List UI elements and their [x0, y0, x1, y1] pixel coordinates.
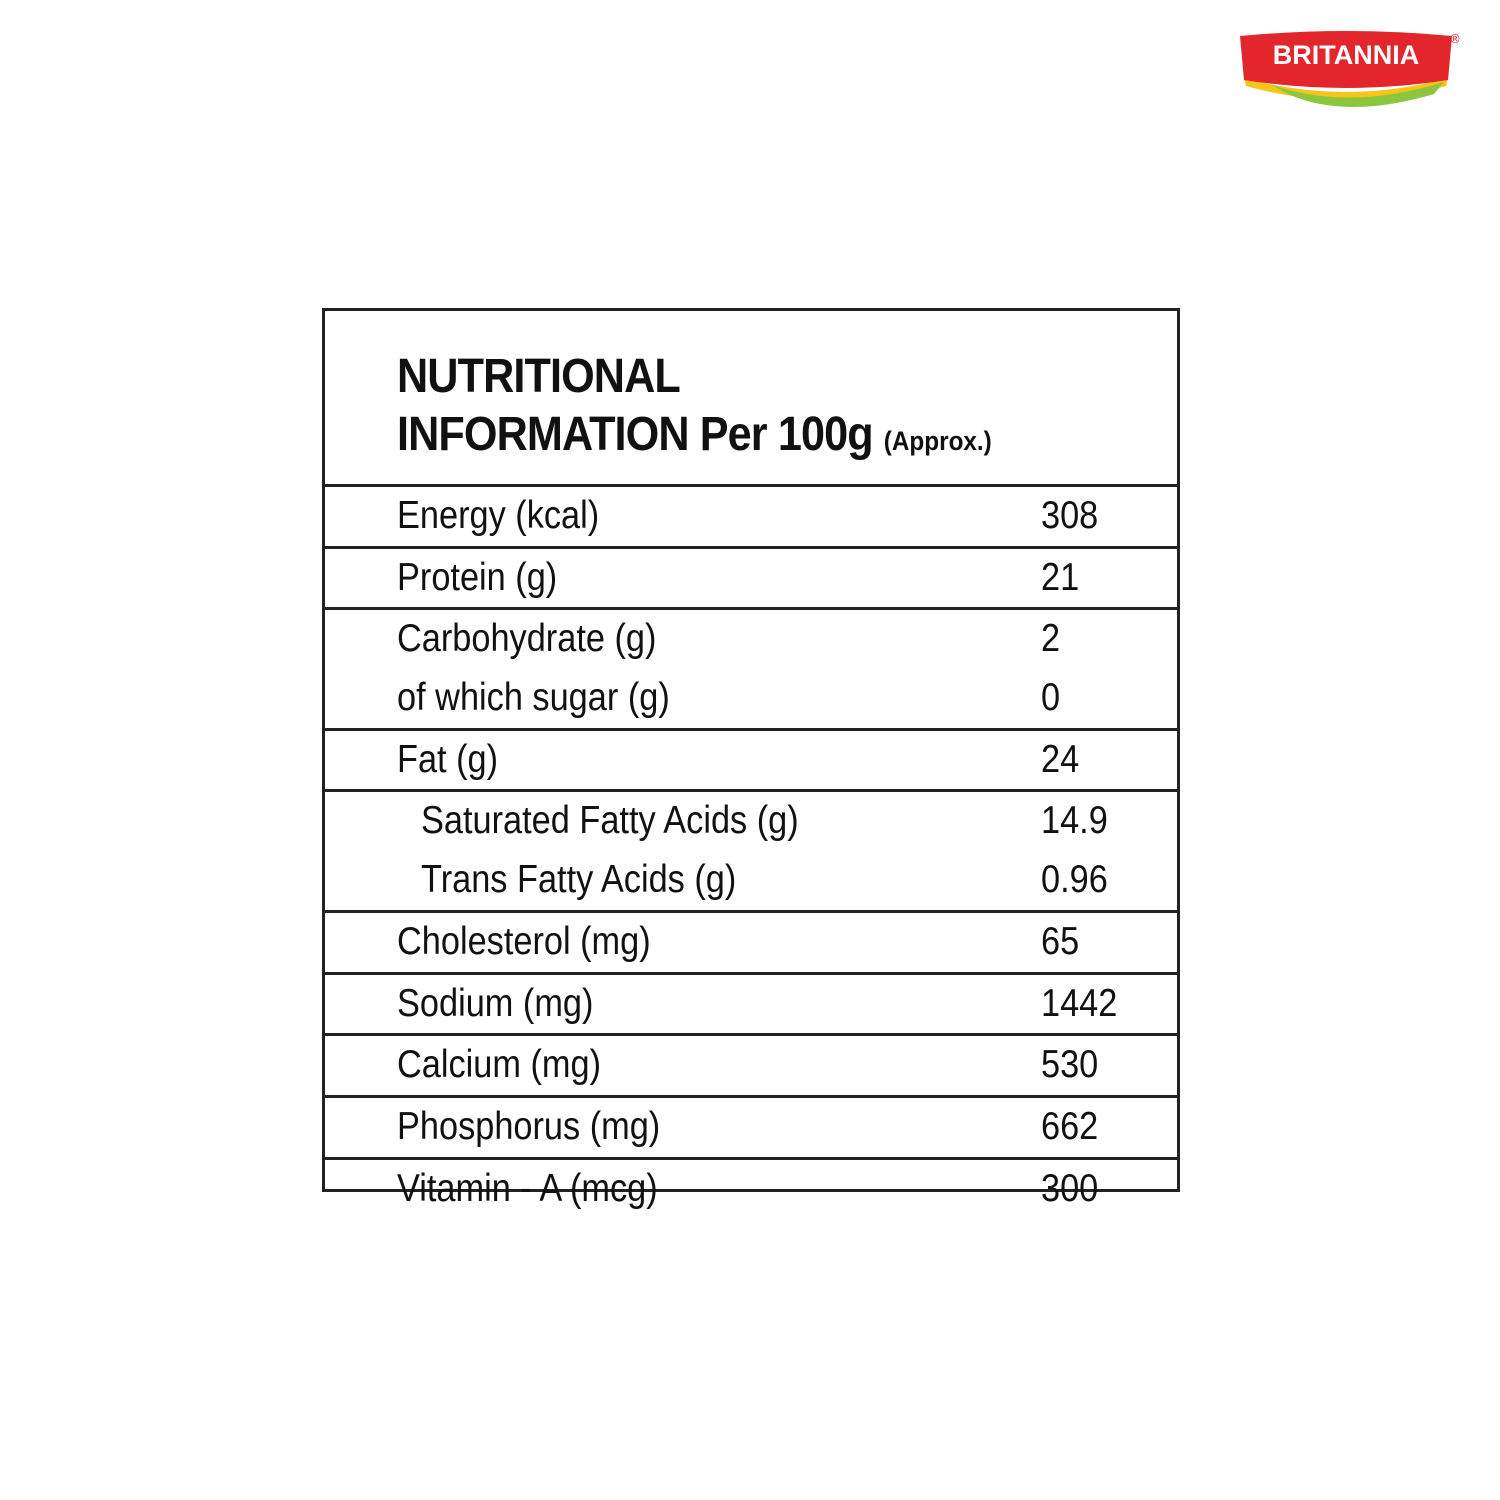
panel-header	[325, 311, 1177, 487]
nutrient-label: Cholesterol (mg)	[397, 919, 651, 963]
nutrient-group	[325, 913, 1177, 975]
nutrient-value: 2	[1041, 617, 1061, 661]
nutrient-label: Calcium (mg)	[397, 1043, 602, 1087]
title-line-2	[397, 406, 1099, 470]
nutrient-group	[325, 975, 1177, 1037]
nutrient-row	[325, 731, 1177, 790]
registered-mark: ®	[1449, 32, 1461, 46]
nutrient-row	[325, 549, 1177, 608]
nutrient-value: 14.9	[1041, 799, 1108, 843]
nutrient-label: Vitamin - A (mcg)	[397, 1166, 658, 1210]
nutrient-group	[325, 610, 1177, 730]
nutrient-row	[325, 1160, 1177, 1219]
nutrient-label: Phosphorus (mg)	[397, 1104, 661, 1148]
nutrient-value: 0	[1041, 676, 1061, 720]
nutrient-group	[325, 1098, 1177, 1160]
nutrient-group	[325, 1036, 1177, 1098]
nutrition-panel	[322, 308, 1180, 1210]
nutrient-row	[325, 1036, 1177, 1095]
nutrient-row	[325, 851, 1177, 910]
britannia-logo	[1230, 28, 1462, 108]
nutrient-row	[325, 792, 1177, 851]
nutrient-row	[325, 610, 1177, 669]
nutrient-label: Sodium (mg)	[397, 981, 594, 1025]
nutrient-value: 1442	[1041, 981, 1118, 1025]
britannia-logo-graphic	[1230, 28, 1462, 108]
nutrient-group	[325, 1160, 1177, 1219]
nutrient-table	[325, 487, 1177, 1218]
nutrient-value: 65	[1041, 919, 1080, 963]
title-line-2-text: INFORMATION Per 100g	[397, 408, 873, 461]
nutrient-label: Energy (kcal)	[397, 494, 600, 537]
panel-title	[397, 348, 1177, 470]
nutrient-label: Carbohydrate (g)	[397, 617, 657, 661]
nutrient-value: 662	[1041, 1104, 1099, 1148]
nutrient-row	[325, 669, 1177, 728]
nutrient-row	[325, 913, 1177, 972]
nutrient-label: Trans Fatty Acids (g)	[421, 858, 737, 902]
nutrient-label: Protein (g)	[397, 555, 558, 599]
nutrient-value: 308	[1041, 494, 1099, 537]
nutrient-value: 24	[1041, 737, 1080, 781]
nutrient-value: 530	[1041, 1043, 1099, 1087]
nutrient-label: Fat (g)	[397, 737, 499, 781]
nutrient-group	[325, 792, 1177, 912]
nutrient-value: 0.96	[1041, 858, 1108, 902]
nutrient-label: Saturated Fatty Acids (g)	[421, 799, 799, 843]
title-approx: (Approx.)	[883, 426, 992, 456]
title-line-1: NUTRITIONAL	[397, 350, 680, 403]
nutrient-row	[325, 487, 1177, 546]
logo-wordmark: BRITANNIA	[1272, 40, 1420, 70]
nutrient-label: of which sugar (g)	[397, 676, 670, 720]
nutrient-value: 300	[1041, 1166, 1099, 1210]
nutrient-group	[325, 487, 1177, 549]
nutrient-row	[325, 1098, 1177, 1157]
nutrient-row	[325, 975, 1177, 1034]
nutrient-value: 21	[1041, 555, 1080, 599]
nutrient-group	[325, 731, 1177, 793]
nutrient-group	[325, 549, 1177, 611]
